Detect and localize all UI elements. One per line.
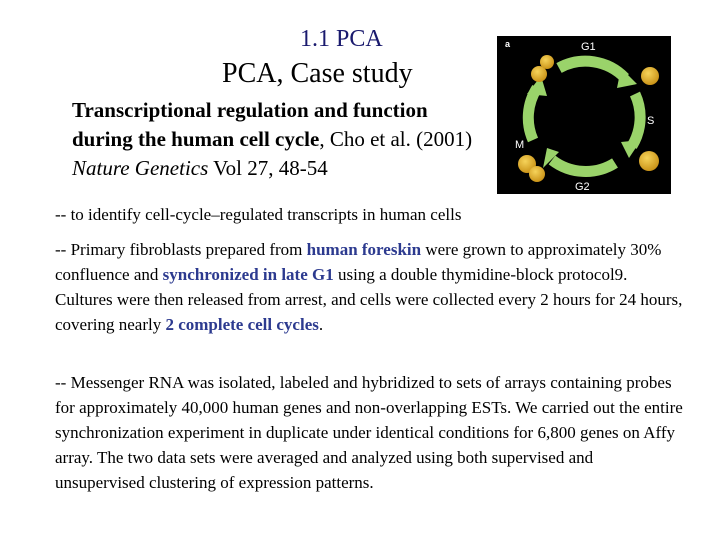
section-title: 1.1 PCA <box>300 26 383 52</box>
method-text: were grown to approximately 30% confluence and <box>55 240 662 284</box>
arrow-m <box>528 88 537 140</box>
cell-cycle-figure <box>497 36 671 194</box>
g1-cell <box>641 67 659 85</box>
paragraph-aim: -- to identify cell-cycle–regulated transcripts in human cells <box>55 205 462 224</box>
method-text: -- Primary fibroblasts prepared from <box>55 240 307 259</box>
arrow-s <box>632 94 640 146</box>
paragraph-analysis: -- Messenger RNA was isolated, labeled and hybridized to sets of arrays containing probes for approximately 40,000 human genes and non-overlapping ESTs. We carried out the entire synchronization experiment in duplicate under identical conditions for 6,800 genes on Affy array. The two data sets were averaged and analyzed using both supervised and unsupervised clustering of expression patterns. <box>55 373 683 492</box>
phase-label-s: S <box>647 115 655 127</box>
daughter-cell <box>540 55 554 69</box>
g2-cell <box>639 151 659 171</box>
paper-title: Transcriptional regulation and function during the human cell cycle <box>72 98 428 151</box>
highlight-cell-cycles: 2 complete cell cycles <box>165 315 319 334</box>
arrow-g1 <box>559 61 625 78</box>
phase-label-g2: G2 <box>575 181 590 193</box>
citation-volume: Vol 27, 48-54 <box>208 156 328 180</box>
highlight-human-foreskin: human foreskin <box>306 240 422 259</box>
panel-label: a <box>505 39 511 49</box>
citation-authors: , Cho et al. (2001) <box>319 127 473 151</box>
phase-label-m: M <box>515 139 525 151</box>
paragraph-method <box>55 237 685 337</box>
method-text: using a double thymidine-block protocol9. Cultures were then released from arrest, and cells were collected every 2 hours for 24 hours, covering nearly <box>55 265 683 334</box>
highlight-synchronized: synchronized in late G1 <box>162 265 334 284</box>
dividing-cell <box>529 166 545 182</box>
cell-cycle-diagram <box>497 36 671 194</box>
page-title: PCA, Case study <box>222 58 413 89</box>
citation <box>72 96 492 183</box>
phase-label-g1: G1 <box>581 41 596 53</box>
method-text: . <box>318 315 324 334</box>
arrow-g2 <box>552 160 615 171</box>
journal-name: Nature Genetics <box>72 156 209 180</box>
